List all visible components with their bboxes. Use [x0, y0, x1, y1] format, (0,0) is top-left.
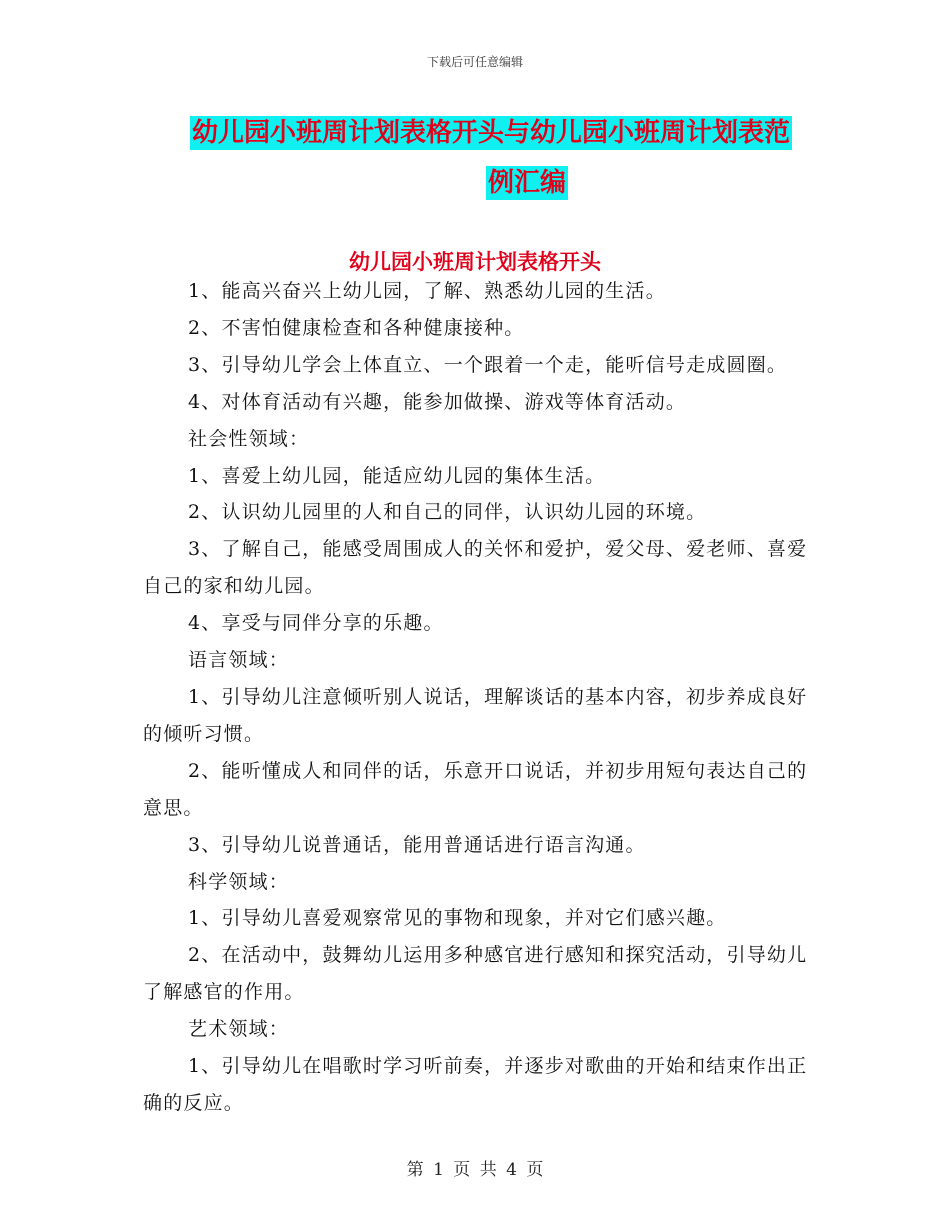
paragraph: 1、引导幼儿注意倾听别人说话，理解谈话的基本内容，初步养成良好的倾听习惯。: [143, 685, 808, 745]
document-title: [190, 108, 810, 208]
domain-heading-art: 艺术领域：: [188, 1018, 290, 1041]
page-footer: 第 1 页 共 4 页: [406, 1160, 544, 1180]
paragraph: 2、不害怕健康检查和各种健康接种。: [188, 316, 525, 339]
paragraph: 3、引导幼儿说普通话，能用普通话进行语言沟通。: [188, 833, 646, 856]
domain-heading-science: 科学领域：: [188, 870, 290, 893]
section-title: 幼儿园小班周计划表格开头: [349, 250, 601, 274]
document-title-line-2: 例汇编: [487, 168, 566, 198]
paragraph: 1、引导幼儿在唱歌时学习听前奏，并逐步对歌曲的开始和结束作出正确的反应。: [143, 1055, 808, 1114]
paragraph: 2、能听懂成人和同伴的话，乐意开口说话，并初步用短句表达自己的意思。: [143, 759, 808, 819]
domain-heading-social: 社会性领域：: [188, 427, 310, 450]
paragraph: 1、喜爱上幼儿园，能适应幼儿园的集体生活。: [188, 464, 606, 487]
paragraph: 3、引导幼儿学会上体直立、一个跟着一个走，能听信号走成圆圈。: [188, 353, 788, 376]
paragraph: 4、享受与同伴分享的乐趣。: [188, 612, 444, 635]
paragraph: 3、了解自己，能感受周围成人的关怀和爱护，爱父母、爱老师、喜爱自己的家和幼儿园。: [143, 538, 808, 598]
header-note: 下载后可任意编辑: [426, 55, 523, 69]
document-title-line-1: 幼儿园小班周计划表格开头与幼儿园小班周计划表范: [192, 118, 791, 148]
paragraph: 1、引导幼儿喜爱观察常见的事物和现象，并对它们感兴趣。: [188, 907, 727, 930]
paragraph: 1、能高兴奋兴上幼儿园，了解、熟悉幼儿园的生活。: [188, 280, 666, 302]
domain-heading-language: 语言领域：: [188, 649, 290, 672]
body-text: [143, 273, 808, 1122]
paragraph: 2、在活动中，鼓舞幼儿运用多种感官进行感知和探究活动，引导幼儿了解感官的作用。: [143, 944, 808, 1004]
paragraph: 4、对体育活动有兴趣，能参加做操、游戏等体育活动。: [188, 390, 687, 413]
paragraph: 2、认识幼儿园里的人和自己的同伴，认识幼儿园的环境。: [188, 501, 707, 524]
